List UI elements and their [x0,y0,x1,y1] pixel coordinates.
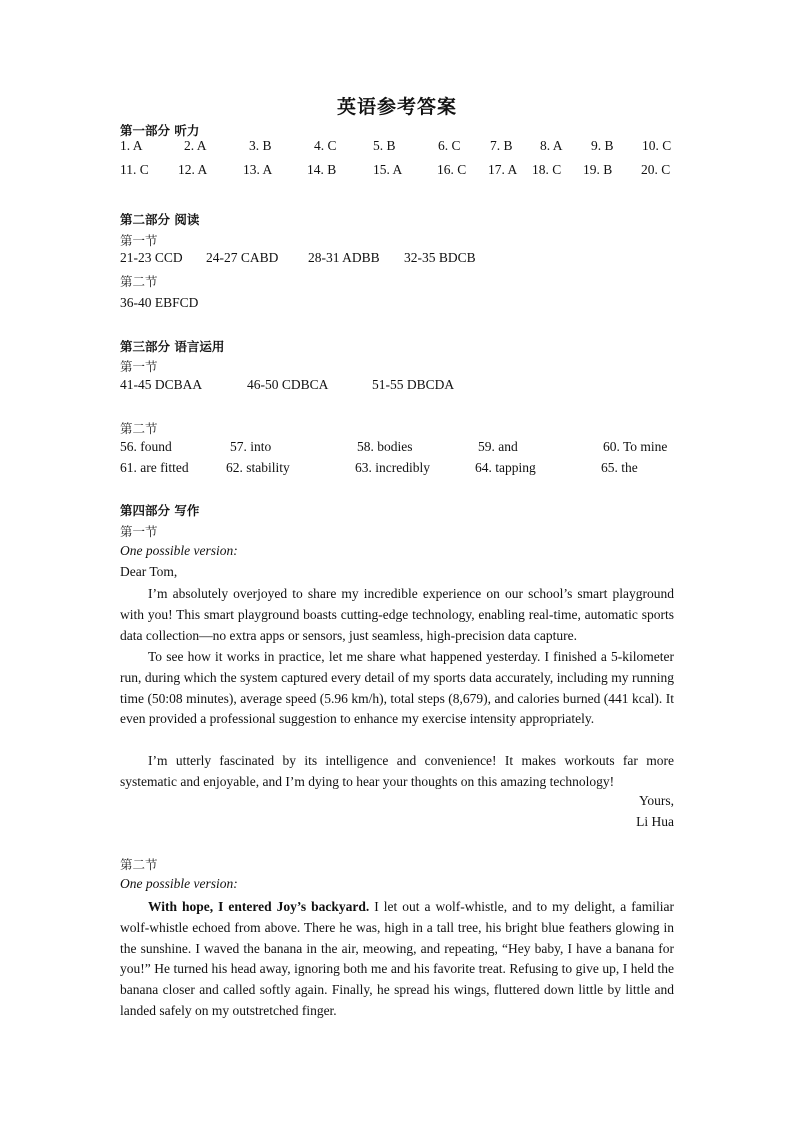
answer-6: 6. C [438,138,461,153]
answer-4: 4. C [314,138,337,153]
answer-64: 64. tapping [475,460,536,475]
reading-answers-36-40: 36-40 EBFCD [120,295,199,310]
letter-signature: Li Hua [636,814,674,829]
answer-9: 9. B [591,138,614,153]
answer-5: 5. B [373,138,396,153]
version-label-2: One possible version: [120,876,238,891]
story-lead-sentence: With hope, I entered Joy’s backyard. [148,899,370,914]
answer-3: 3. B [249,138,272,153]
letter-paragraph-3: I’m utterly fascinated by its intelligence and convenience! It makes workouts far more systematic and enjoyable, and I’m dying to hear your thoughts on this amazing technology! [120,753,674,789]
part2-section1-label: 第一节 [120,233,158,248]
part2-heading: 第二部分 阅读 [120,212,200,227]
answer-18: 18. C [532,162,562,177]
answer-15: 15. A [373,162,403,177]
answer-56: 56. found [120,439,172,454]
answer-57: 57. into [230,439,272,454]
letter-closing: Yours, [638,793,674,808]
reading-answers-28-31: 28-31 ADBB [308,250,380,265]
cloze-answers-51-55: 51-55 DBCDA [372,377,455,392]
letter-paragraph-1: I’m absolutely overjoyed to share my incredible experience on our school’s smart playground with you! This smart playground boasts cutting-edge technology, enabling real-time, automatic sports data collection—no extra apps or sensors, just seamless, high-precision data capture. [120,586,674,643]
answer-60: 60. To mine [603,439,668,454]
answer-7: 7. B [490,138,513,153]
answer-14: 14. B [307,162,337,177]
cloze-answers-46-50: 46-50 CDBCA [247,377,329,392]
page-title: 英语参考答案 [336,96,457,118]
answer-58: 58. bodies [357,439,413,454]
reading-answers-32-35: 32-35 BDCB [404,250,476,265]
reading-answers-24-27: 24-27 CABD [206,250,279,265]
answer-13: 13. A [243,162,273,177]
answer-16: 16. C [437,162,467,177]
part4-heading: 第四部分 写作 [120,503,200,518]
part1-heading: 第一部分 听力 [120,123,200,138]
answer-8: 8. A [540,138,563,153]
reading-answers-21-23: 21-23 CCD [120,250,183,265]
answer-61: 61. are fitted [120,460,189,475]
answer-19: 19. B [583,162,613,177]
answer-62: 62. stability [226,460,290,475]
part2-section2-label: 第二节 [120,274,158,289]
part3-heading: 第三部分 语言运用 [120,339,225,354]
part3-section1-label: 第一节 [120,359,158,374]
part3-section2-label: 第二节 [120,421,158,436]
answer-20: 20. C [641,162,671,177]
answer-2: 2. A [184,138,207,153]
answer-12: 12. A [178,162,208,177]
answer-59: 59. and [478,439,518,454]
part4-section1-label: 第一节 [120,524,158,539]
story-body: I let out a wolf-whistle, and to my delight, a familiar wolf-whistle echoed from above. There he was, high in a tall tree, his bright blue feathers glowing in the sunshine. I waved the banana in the air, meowing, and repeating, “Hey baby, I have a banana for you!” He turned his head away, ignoring both me and his favorite treat. Refusing to give up, I held the banana closer and called softly again. Finally, he spread his wings, fluttered down little by little and landed safely on my outstretched finger. [120,899,674,1018]
answer-17: 17. A [488,162,518,177]
answer-11: 11. C [120,162,149,177]
letter-paragraph-2: To see how it works in practice, let me share what happened yesterday. I finished a 5-kilometer run, during which the system captured every detail of my sports data accurately, including my running time (50:08 minutes), average speed (5.96 km/h), total steps (8,679), and calories burned (441 kcal). It even provided a professional suggestion to enhance my exercise intensity appropriately. [120,649,674,727]
letter-salutation: Dear Tom, [120,564,178,579]
answer-65: 65. the [601,460,638,475]
answer-63: 63. incredibly [355,460,430,475]
part4-section2-label: 第二节 [120,857,158,872]
answer-1: 1. A [120,138,143,153]
cloze-answers-41-45: 41-45 DCBAA [120,377,203,392]
answer-10: 10. C [642,138,672,153]
story-paragraph [120,897,674,1022]
version-label-1: One possible version: [120,543,238,558]
